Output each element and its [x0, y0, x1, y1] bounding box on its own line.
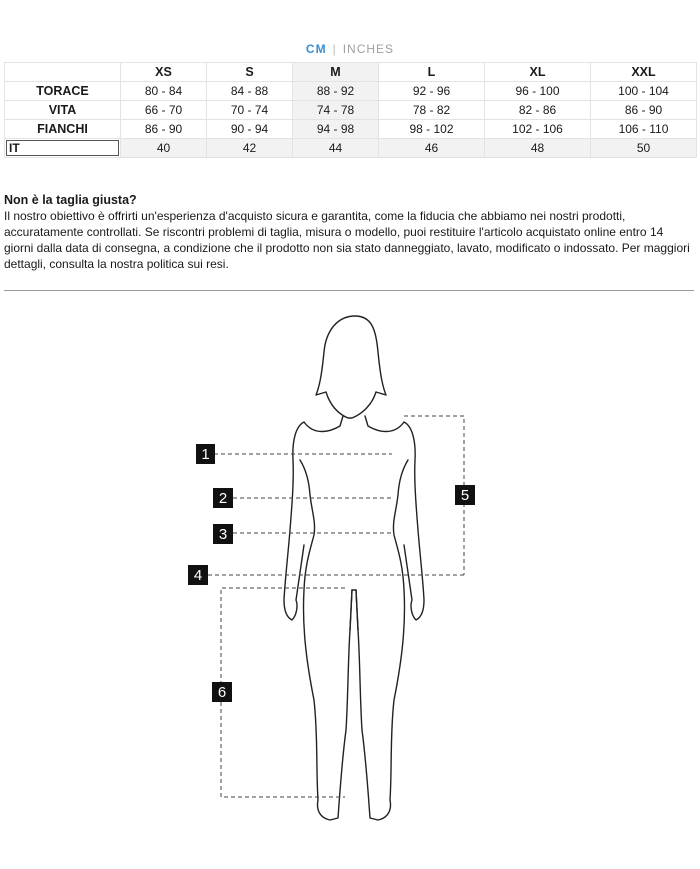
marker-3	[213, 524, 233, 544]
size-help	[4, 192, 694, 272]
body-outline	[284, 316, 424, 820]
table-cell: 94 - 98	[293, 120, 379, 139]
table-cell: 102 - 106	[485, 120, 591, 139]
table-cell: 96 - 100	[485, 82, 591, 101]
marker-6-label: 6	[217, 684, 227, 701]
table-cell: 48	[485, 139, 591, 158]
header-s: S	[207, 63, 293, 82]
table-cell: 74 - 78	[293, 101, 379, 120]
marker-6	[212, 682, 232, 702]
marker-4	[188, 565, 208, 585]
table-cell: 98 - 102	[379, 120, 485, 139]
table-row	[5, 120, 697, 139]
table-row-country	[5, 139, 697, 158]
header-m: M	[293, 63, 379, 82]
marker-4-label: 4	[193, 567, 203, 584]
table-row	[5, 101, 697, 120]
table-cell: 88 - 92	[293, 82, 379, 101]
marker-2-label: 2	[218, 490, 228, 507]
row-label-vita: VITA	[5, 101, 121, 120]
size-table	[4, 62, 697, 158]
country-select[interactable]: IT	[6, 140, 119, 156]
table-cell: 66 - 70	[121, 101, 207, 120]
table-cell: 50	[591, 139, 697, 158]
header-xxl: XXL	[591, 63, 697, 82]
table-row	[5, 82, 697, 101]
unit-inches-button[interactable]: INCHES	[342, 42, 395, 56]
unit-separator: |	[332, 42, 337, 56]
table-cell: 86 - 90	[591, 101, 697, 120]
marker-2	[213, 488, 233, 508]
size-header-row	[5, 63, 697, 82]
table-cell: 44	[293, 139, 379, 158]
header-empty	[5, 63, 121, 82]
table-cell: 84 - 88	[207, 82, 293, 101]
row-label-torace: TORACE	[5, 82, 121, 101]
unit-toggle	[0, 42, 700, 56]
table-cell: 78 - 82	[379, 101, 485, 120]
divider	[4, 290, 694, 291]
marker-1	[196, 444, 215, 464]
help-title: Non è la taglia giusta?	[4, 193, 137, 207]
table-cell: 100 - 104	[591, 82, 697, 101]
row-label-fianchi: FIANCHI	[5, 120, 121, 139]
header-l: L	[379, 63, 485, 82]
table-cell: 46	[379, 139, 485, 158]
body-measurement-figure	[0, 300, 700, 840]
marker-1-label: 1	[201, 446, 210, 463]
help-body: Il nostro obiettivo è offrirti un'esperienza d'acquisto sicura e garantita, come la fiducia che abbiamo nei nostri prodotti, accuratamente controllati. Se riscontri problemi di taglia, misura o modello, puoi restituire l'articolo acquistato online entro 14 giorni dalla data di consegna, a condizione che il prodotto non sia stato danneggiato, lavato, modificato o indossato. Per maggiori dettagli, consulta la nostra politica sui resi.	[4, 209, 690, 271]
header-xl: XL	[485, 63, 591, 82]
country-cell	[5, 139, 121, 158]
unit-cm-button[interactable]: CM	[305, 42, 327, 56]
marker-5	[455, 485, 475, 505]
table-cell: 80 - 84	[121, 82, 207, 101]
table-cell: 86 - 90	[121, 120, 207, 139]
table-cell: 106 - 110	[591, 120, 697, 139]
table-cell: 82 - 86	[485, 101, 591, 120]
table-cell: 92 - 96	[379, 82, 485, 101]
marker-3-label: 3	[218, 526, 228, 543]
marker-5-label: 5	[460, 487, 470, 504]
measurement-lines	[208, 416, 464, 797]
table-cell: 40	[121, 139, 207, 158]
header-xs: XS	[121, 63, 207, 82]
table-cell: 90 - 94	[207, 120, 293, 139]
table-cell: 70 - 74	[207, 101, 293, 120]
table-cell: 42	[207, 139, 293, 158]
